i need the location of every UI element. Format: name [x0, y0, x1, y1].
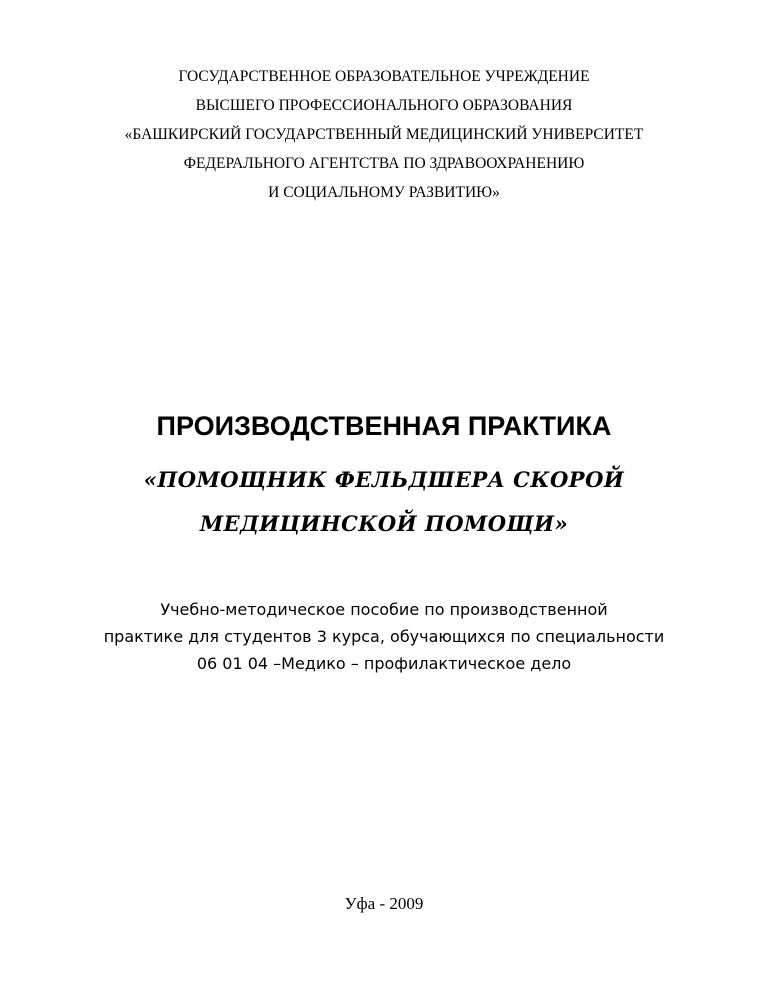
- institution-line: ФЕДЕРАЛЬНОГО АГЕНТСТВА ПО ЗДРАВООХРАНЕНИЮ: [183, 155, 585, 172]
- description-line: практике для студентов 3 курса, обучающихся по специальности: [103, 627, 665, 646]
- document-title: ПРОИЗВОДСТВЕННАЯ ПРАКТИКА: [156, 411, 612, 441]
- institution-line: И СОЦИАЛЬНОМУ РАЗВИТИЮ»: [268, 184, 500, 201]
- description-line: 06 01 04 –Медико – профилактическое дело: [196, 654, 572, 673]
- document-description: [0, 596, 768, 677]
- institution-line: «БАШКИРСКИЙ ГОСУДАРСТВЕННЫЙ МЕДИЦИНСКИЙ УНИВЕРСИТЕТ: [124, 126, 644, 143]
- document-subtitle: [0, 458, 768, 546]
- institution-line: ВЫСШЕГО ПРОФЕССИОНАЛЬНОГО ОБРАЗОВАНИЯ: [195, 97, 573, 114]
- subtitle-line: МЕДИЦИНСКОЙ ПОМОЩИ»: [199, 511, 569, 536]
- description-line: Учебно-методическое пособие по производственной: [160, 600, 608, 619]
- institution-header: [0, 62, 768, 207]
- institution-line: ГОСУДАРСТВЕННОЕ ОБРАЗОВАТЕЛЬНОЕ УЧРЕЖДЕНИЕ: [178, 68, 590, 85]
- subtitle-line: «ПОМОЩНИК ФЕЛЬДШЕРА СКОРОЙ: [143, 467, 625, 492]
- city-year: Уфа - 2009: [344, 894, 424, 913]
